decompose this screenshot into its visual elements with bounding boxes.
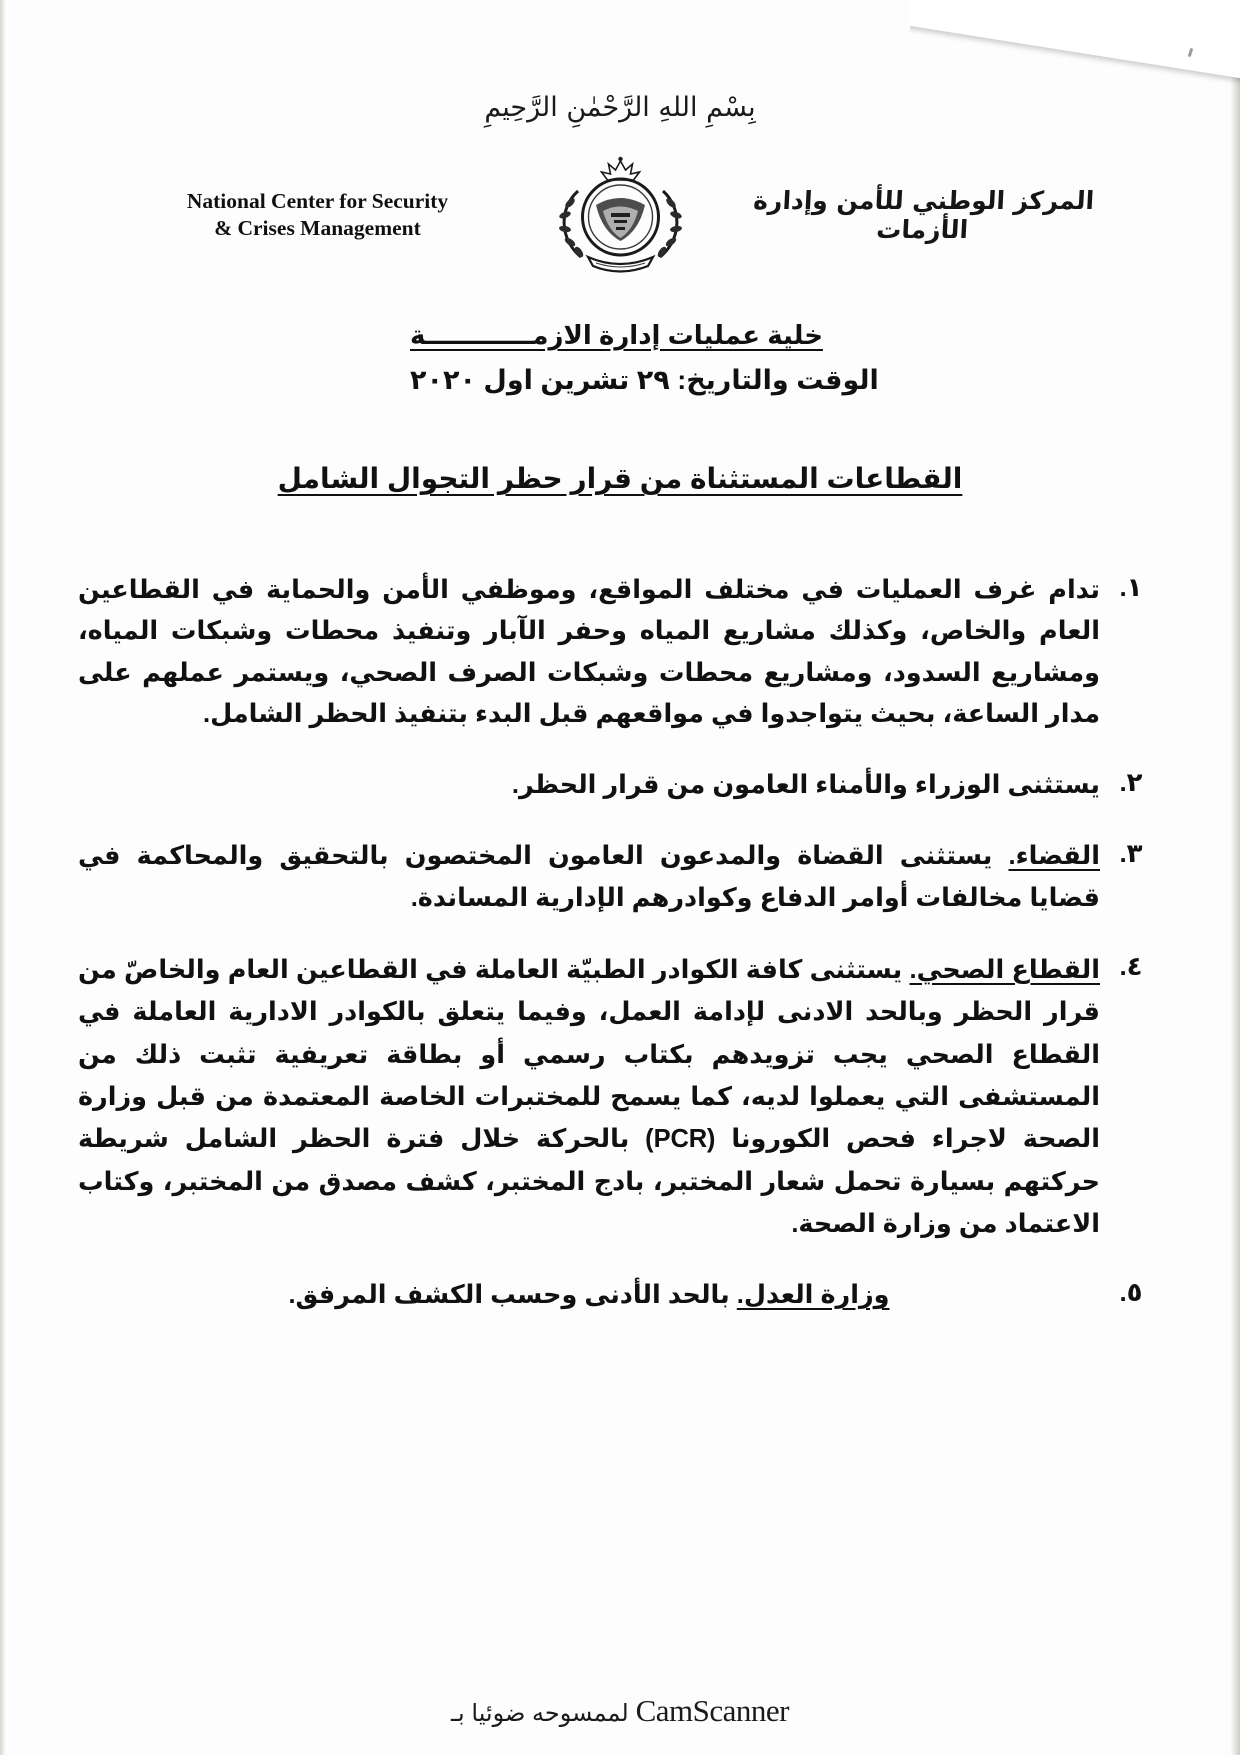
- scanner-watermark: [0, 1693, 1240, 1729]
- org-name-english-line1: National Center for Security: [186, 189, 449, 214]
- item-body: يستثنى القضاة والمدعون العامون المختصون بالتحقيق والمحاكمة في قضايا مخالفات أوامر الدفاع وكوادرهم الإدارية المساندة.: [78, 842, 1100, 912]
- item-number: ١.: [1119, 572, 1143, 602]
- list-item: [78, 570, 1162, 735]
- item-number: ٢.: [1119, 767, 1143, 798]
- list-item: [78, 765, 1162, 806]
- issuing-unit: خلية عمليات إدارة الازمــــــــــــة: [410, 320, 823, 350]
- item-body: يستثنى كافة الكوادر الطبيّة العاملة في القطاعين العام والخاصّ من قرار الحظر وبالحد الادنى لإدامة العمل، وفيما يتعلق بالكوادر الادارية العاملة في القطاع الصحي يجب تزويدهم بكتاب رسمي أو بطاقة تعريفية تثبت ذلك من المستشفى التي يعملوا لديه، كما يسمح للمختبرات الخاصة المعتمدة من قبل وزارة الصحة لاجراء فحص الكورونا (PCR) بالحركة خلال فترة الحظر الشامل شريطة حركتهم بسيارة تحمل شعار المختبر، بادج المختبر، كشف مصدق من المختبر، وكتاب الاعتماد من وزارة الصحة.: [78, 956, 1100, 1239]
- item-body: بالحد الأدنى وحسب الكشف المرفق.: [288, 1281, 730, 1310]
- org-name-arabic: المركز الوطني للأمن وإدارة الأزمات: [752, 186, 1095, 244]
- org-name-english-line2: & Crises Management: [214, 216, 421, 240]
- item-text: [78, 949, 1100, 1245]
- fold-mark: [1188, 48, 1194, 57]
- page-fold-corner: [910, 0, 1240, 92]
- list-item: [78, 949, 1162, 1245]
- date-time-line: الوقت والتاريخ: ٢٩ تشرين اول ٢٠٢٠: [410, 365, 879, 395]
- basmala-text: بِسْمِ اللهِ الرَّحْمٰنِ الرَّحِيمِ: [484, 92, 756, 123]
- item-heading: القضاء.: [1008, 842, 1100, 871]
- item-number: ٤.: [1119, 951, 1143, 982]
- list-item: [78, 836, 1162, 919]
- camscanner-arabic: لممسوحه ضوئيا بـ: [451, 1700, 629, 1727]
- item-text: تدام غرف العمليات في مختلف المواقع، وموظفي الأمن والحماية في القطاعين العام والخاص، وكذلك مشاريع المياه وحفر الآبار وتنفيذ محطات وشبكات المياه، ومشاريع السدود، ومشاريع محطات وشبكات الصرف الصحي، ويستمر عملهم على مدار الساعة، بحيث يتواجدوا في مواقعهم قبل البدء بتنفيذ الحظر الشامل.: [78, 576, 1100, 728]
- item-heading: القطاع الصحي.: [909, 956, 1100, 985]
- item-text: يستثنى الوزراء والأمناء العامون من قرار الحظر.: [511, 771, 1100, 800]
- jordan-national-emblem-icon: [533, 153, 708, 278]
- page-title: القطاعات المستثناة من قرار حظر التجوال الشامل: [277, 463, 963, 494]
- item-heading: وزارة العدل.: [736, 1281, 890, 1310]
- item-number: ٣.: [1119, 838, 1143, 869]
- item-number: ٥.: [1119, 1277, 1143, 1308]
- org-name-english: [103, 188, 533, 242]
- item-text: [78, 836, 1100, 919]
- camscanner-brand: CamScanner: [635, 1693, 789, 1728]
- document-meta: [410, 320, 1130, 396]
- list-item: [78, 1275, 1162, 1316]
- document-body: [78, 570, 1162, 1347]
- letterhead: [0, 160, 1240, 270]
- item-text: [78, 1275, 1100, 1316]
